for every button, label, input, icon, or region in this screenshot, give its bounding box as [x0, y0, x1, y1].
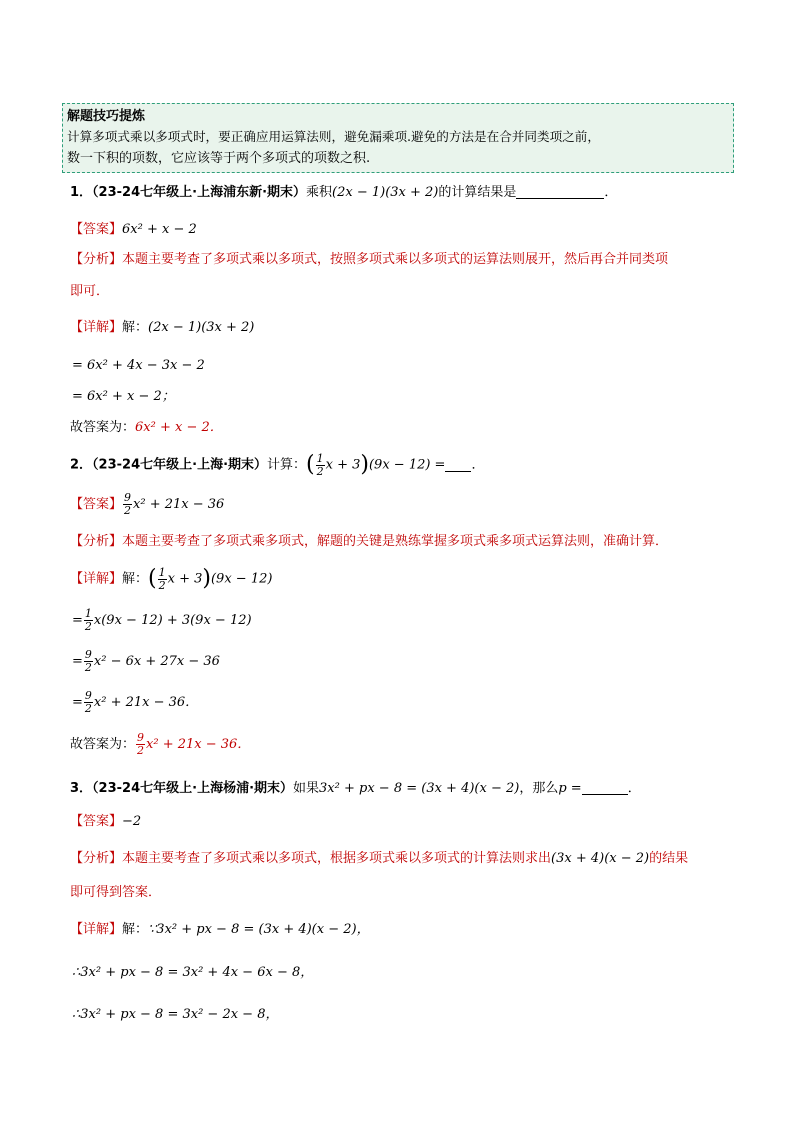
- q2-prefix: 计算：: [267, 457, 307, 473]
- q2-number: 2．: [70, 457, 93, 473]
- q2-step2-fraction: [84, 649, 93, 674]
- q2-step1-tail: x(9x − 12) + 3(9x − 12): [93, 612, 252, 628]
- q1-detail-row: [70, 321, 254, 334]
- q2-detail-row: 【详解】解：( $\frac{1}{2}$ x + 3)(9x − 12): [70, 565, 273, 592]
- q1-source: （23-24七年级上·上海浦东新·期末）: [92, 185, 307, 200]
- q3-step2: ∴3x² + px − 8 = 3x² − 2x − 8，: [72, 1007, 279, 1022]
- q2-step0-num: 1: [158, 565, 166, 579]
- q2-step2-num: 9: [84, 648, 92, 661]
- q1-expr: (2x − 1)(3x + 2): [332, 185, 439, 200]
- q1-jie: 解：: [122, 320, 149, 335]
- q3-detail-label: 【详解】: [70, 922, 123, 937]
- q2-step1-fraction: [84, 608, 93, 633]
- q2-final-tail: x² + 21x − 36．: [146, 736, 251, 752]
- q2-stem: 2．（23-24七年级上·上海·期末）计算：( $\frac{1}{2}$ x + 3)(9x − 12) = ．: [70, 451, 485, 478]
- q1-end: ．: [604, 185, 618, 200]
- q2-answer-label: 【答案】: [70, 496, 123, 512]
- q1-answer-row: [70, 223, 197, 236]
- q2-source: （23-24七年级上·上海·期末）: [92, 457, 268, 473]
- q2-step3: [72, 690, 198, 715]
- q2-answer-num: 9: [124, 491, 132, 504]
- q2-final-row: [70, 732, 250, 757]
- q2-final-den: 2: [137, 744, 145, 758]
- q2-analysis-label: 【分析】: [70, 534, 123, 549]
- q2-answer-fraction: [123, 492, 132, 517]
- q2-frac-num: 1: [316, 451, 324, 465]
- q3-source: （23-24七年级上·上海杨浦·期末）: [92, 781, 294, 796]
- q1-blank: [516, 186, 604, 199]
- q2-step0-den: 2: [158, 578, 166, 592]
- q2-step2-den: 2: [84, 661, 92, 675]
- q2-answer-tail: x² + 21x − 36: [133, 496, 225, 512]
- q2-step0-fraction: [158, 567, 167, 592]
- q3-mid: ，那么: [519, 781, 559, 796]
- q3-jie: 解：: [122, 922, 149, 937]
- q1-detail-label: 【详解】: [70, 320, 123, 335]
- q1-step2: = 6x² + x − 2；: [72, 389, 175, 404]
- tip-box: [62, 103, 734, 173]
- q3-analysis-1a: 本题主要考查了多项式乘以多项式，根据多项式乘以多项式的计算法则求出: [122, 851, 552, 866]
- q2-jie: 解：: [122, 571, 149, 587]
- q2-blank: [445, 459, 471, 472]
- q3-stem: [70, 782, 641, 795]
- tip-title: 解题技巧提炼: [67, 109, 146, 124]
- q2-answer-den: 2: [124, 504, 132, 518]
- q3-analysis-1b: (3x + 4)(x − 2): [551, 851, 650, 866]
- q2-detail-label: 【详解】: [70, 571, 123, 587]
- tip-line-1: 计算多项式乘以多项式时，要正确应用运算法则，避免漏乘项.避免的方法是在合并同类项之前，: [67, 129, 600, 144]
- q2-expr-tail: (9x − 12) =: [368, 457, 446, 473]
- q3-step1: ∴3x² + px − 8 = 3x² + 4x − 6x − 8，: [72, 965, 314, 980]
- q2-end: ．: [471, 457, 485, 473]
- q3-answer-label: 【答案】: [70, 814, 123, 829]
- q1-analysis-1: 本题主要考查了多项式乘以多项式，按照多项式乘以多项式的运算法则展开，然后再合并同类项: [122, 252, 669, 267]
- q3-analysis-2: 即可得到答案．: [70, 885, 162, 900]
- q3-analysis-row: [70, 852, 688, 865]
- q1-answer: 6x² + x − 2: [122, 222, 197, 237]
- q2-answer-row: [70, 492, 224, 517]
- q2-step3-num: 9: [84, 689, 92, 702]
- q1-final-label: 故答案为：: [70, 420, 136, 435]
- q3-analysis-1c: 的结果: [649, 851, 689, 866]
- q1-prefix: 乘积: [306, 185, 333, 200]
- q3-prefix: 如果: [293, 781, 320, 796]
- q2-final-num: 9: [137, 731, 145, 744]
- q2-final-fraction: [136, 732, 145, 757]
- q2-step1-eq: =: [72, 612, 83, 628]
- q1-number: 1．: [70, 185, 93, 200]
- q3-detail-row: [70, 923, 370, 936]
- q1-final: 6x² + x − 2．: [135, 420, 223, 435]
- q1-analysis-2: 即可．: [70, 284, 110, 299]
- q1-suffix: 的计算结果是: [438, 185, 517, 200]
- q1-answer-label: 【答案】: [70, 222, 123, 237]
- q3-number: 3．: [70, 781, 93, 796]
- tip-line-2: 数一下积的项数，它应该等于两个多项式的项数之积.: [67, 151, 371, 166]
- q2-fraction: [316, 453, 325, 478]
- q2-step0-rest: x + 3: [167, 571, 203, 587]
- q1-step1: = 6x² + 4x − 3x − 2: [72, 358, 205, 373]
- q3-analysis-label: 【分析】: [70, 851, 123, 866]
- q2-step3-den: 2: [84, 702, 92, 716]
- q2-step3-tail: x² + 21x − 36．: [93, 694, 199, 710]
- q2-step2: [72, 649, 220, 674]
- q2-analysis-row: [70, 535, 668, 548]
- q2-expr-rest: x + 3: [325, 457, 361, 473]
- q2-analysis: 本题主要考查了多项式乘多项式，解题的关键是熟练掌握多项式乘多项式运算法则，准确计算．: [122, 534, 669, 549]
- q2-step2-eq: =: [72, 653, 83, 669]
- q3-answer: −2: [122, 814, 142, 829]
- q2-step1: [72, 608, 252, 633]
- q1-final-row: [70, 421, 223, 434]
- q2-step3-fraction: [84, 690, 93, 715]
- q2-frac-den: 2: [316, 464, 324, 478]
- q1-stem: [70, 186, 617, 199]
- q1-step0: (2x − 1)(3x + 2): [148, 320, 255, 335]
- q3-blank: [582, 782, 628, 795]
- q3-end: ．: [627, 781, 641, 796]
- q3-expr: 3x² + px − 8 = (3x + 4)(x − 2): [319, 781, 520, 796]
- q2-step1-num: 1: [84, 607, 92, 620]
- q3-var: p =: [558, 781, 582, 796]
- q3-answer-row: [70, 815, 141, 828]
- q2-step3-eq: =: [72, 694, 83, 710]
- q1-analysis-label: 【分析】: [70, 252, 123, 267]
- q3-step0: ∵3x² + px − 8 = (3x + 4)(x − 2)，: [148, 922, 370, 937]
- q2-step1-den: 2: [84, 620, 92, 634]
- q2-final-label: 故答案为：: [70, 736, 136, 752]
- q2-step0-tail: (9x − 12): [210, 571, 273, 587]
- q2-step2-tail: x² − 6x + 27x − 36: [93, 653, 220, 669]
- q1-analysis-row: [70, 253, 668, 266]
